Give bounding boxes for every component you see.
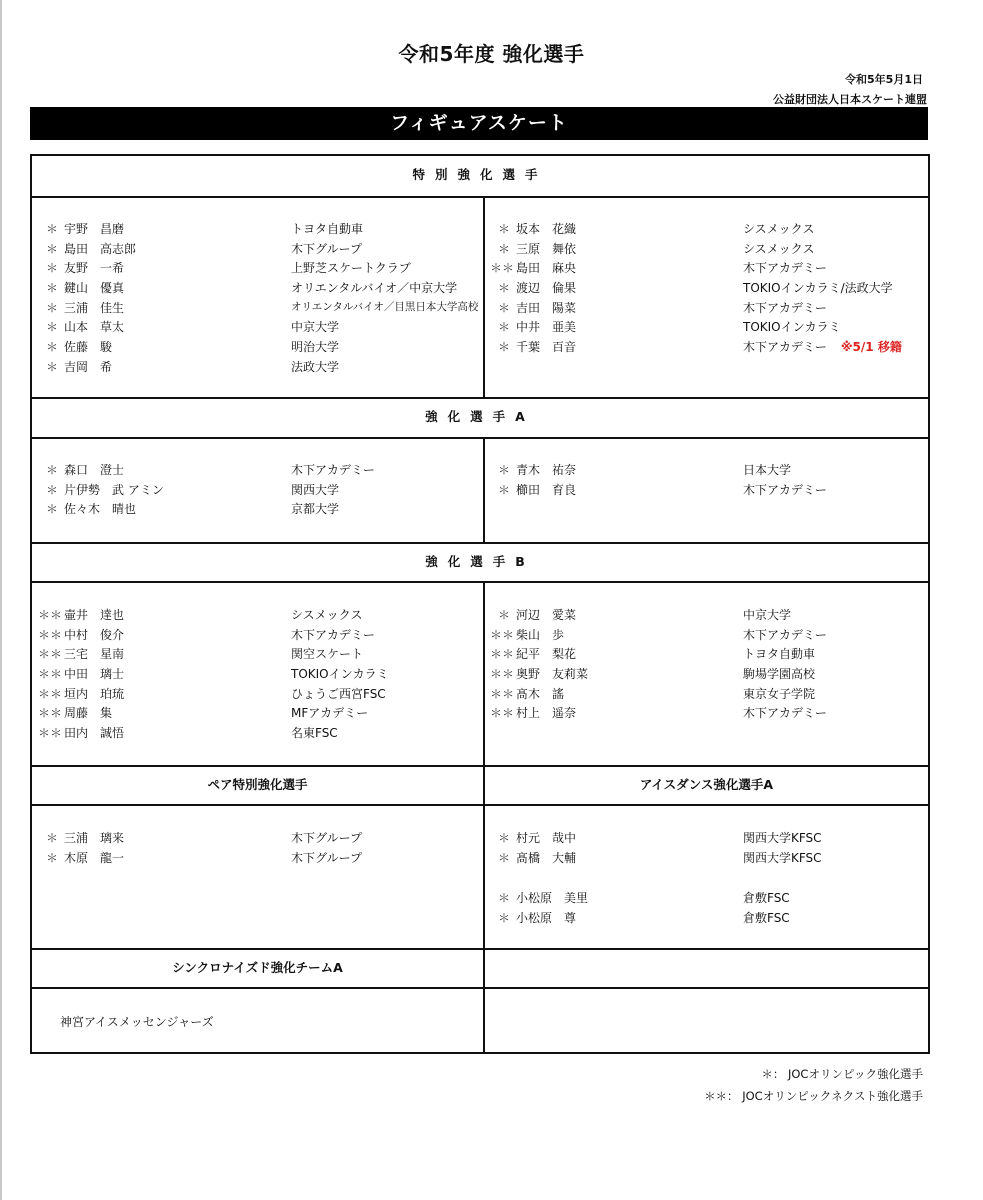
athlete-team: TOKIOインカラミ/法政大学	[743, 281, 893, 296]
list-item	[490, 849, 922, 869]
list-item	[490, 338, 922, 358]
designation-mark: ＊	[45, 300, 58, 315]
list-item	[38, 220, 478, 240]
designation-mark: ＊＊	[490, 667, 515, 682]
designation-mark: ＊＊	[38, 726, 63, 741]
list-item	[490, 626, 922, 646]
column-divider	[483, 437, 485, 542]
designation-mark: ＊	[45, 463, 58, 477]
divider	[32, 804, 928, 806]
athlete-name: 村上 遥奈	[516, 706, 577, 721]
section-title-synchro: シンクロナイズド強化チームA	[172, 960, 343, 975]
designation-mark: ＊＊	[38, 686, 63, 701]
athlete-team: 木下アカデミー	[291, 463, 375, 477]
list-item	[38, 338, 478, 358]
athlete-name: 森口 澄士	[64, 463, 125, 477]
list-item	[490, 606, 922, 626]
athlete-name: 田内 誠悟	[64, 726, 125, 741]
b-right-list	[490, 606, 922, 724]
athlete-name: 奥野 友莉菜	[516, 667, 589, 682]
athlete-name: 壷井 達也	[64, 608, 125, 622]
athlete-team: トヨタ自動車	[291, 222, 364, 236]
athlete-name: 千葉 百音	[516, 340, 577, 355]
designation-mark: ＊＊	[490, 627, 515, 642]
designation-mark: ＊	[497, 482, 510, 497]
athlete-name: 島田 麻央	[516, 261, 577, 276]
athlete-name: 坂本 花織	[516, 222, 577, 236]
athlete-name: 渡辺 倫果	[516, 281, 577, 296]
athlete-name: 片伊勢 武 アミン	[64, 482, 164, 497]
athlete-team: MFアカデミー	[291, 706, 369, 721]
athlete-name: 青木 祐奈	[516, 463, 577, 477]
synchro-team-name: 神宮アイスメッセンジャーズ	[60, 1015, 214, 1029]
athlete-team: 上野芝スケートクラブ	[291, 261, 411, 276]
athlete-name: 中井 亜美	[516, 320, 577, 335]
athlete-team: オリエンタルバイオ／中京大学	[291, 281, 458, 296]
athlete-name: 三浦 佳生	[64, 300, 125, 315]
athlete-team: 中京大学	[291, 320, 340, 335]
athlete-name: 吉田 陽菜	[516, 300, 577, 315]
page-edge	[0, 0, 2, 1200]
list-item	[38, 259, 478, 279]
athlete-team: 関空スケート	[291, 647, 364, 662]
designation-mark: ＊	[497, 340, 510, 355]
athlete-team: 倉敷FSC	[743, 891, 790, 905]
athlete-team: 木下アカデミー ※5/1 移籍	[743, 340, 902, 355]
designation-mark: ＊	[45, 831, 58, 845]
legend-double-star: ＊＊： JOCオリンピックネクスト強化選手	[704, 1089, 923, 1103]
athlete-name: 佐藤 駿	[64, 340, 113, 355]
athlete-team: 日本大学	[743, 463, 792, 477]
athlete-name: 垣内 珀琉	[64, 686, 125, 701]
section-title-special: 特別強化選手	[412, 167, 548, 182]
athlete-name: 三宅 星南	[64, 647, 125, 662]
list-item	[490, 318, 922, 338]
divider	[32, 581, 928, 583]
designation-mark: ＊＊	[490, 706, 515, 721]
athlete-name: 佐々木 晴也	[64, 502, 137, 517]
list-item	[490, 909, 922, 929]
designation-mark: ＊	[497, 281, 510, 296]
athlete-team: トヨタ自動車	[743, 647, 816, 662]
athlete-name: 鍵山 優真	[64, 281, 125, 296]
athlete-name: 木原 龍一	[64, 850, 125, 865]
list-item	[490, 645, 922, 665]
designation-mark: ＊	[497, 241, 510, 256]
document-organization: 公益財団法人日本スケート連盟	[773, 93, 927, 106]
designation-mark: ＊	[45, 482, 58, 497]
list-item	[490, 279, 922, 299]
athlete-team: 京都大学	[291, 502, 340, 517]
athlete-name: 櫛田 育良	[516, 482, 577, 497]
athlete-team: 木下グループ	[291, 831, 363, 845]
athlete-team: 駒場学園高校	[743, 667, 816, 682]
athlete-team: 関西大学KFSC	[743, 850, 822, 865]
list-item	[490, 665, 922, 685]
designation-mark: ＊＊	[490, 686, 515, 701]
athlete-name: 三原 舞依	[516, 241, 577, 256]
list-item	[38, 665, 478, 685]
column-divider	[483, 196, 485, 397]
list-item	[38, 500, 478, 520]
designation-mark: ＊	[497, 891, 510, 905]
athlete-team: 中京大学	[743, 608, 792, 622]
list-item	[38, 279, 478, 299]
pair-list	[38, 829, 478, 868]
athlete-team: ひょうご西宮FSC	[291, 686, 386, 701]
athlete-name: 友野 一希	[64, 261, 125, 276]
list-item	[490, 299, 922, 319]
list-item	[490, 704, 922, 724]
list-item	[38, 318, 478, 338]
list-item	[490, 829, 922, 849]
athlete-name: 小松原 美里	[516, 891, 589, 905]
athlete-team: TOKIOインカラミ	[291, 667, 389, 682]
list-item	[490, 889, 922, 909]
designation-mark: ＊	[497, 910, 510, 925]
athlete-name: 三浦 璃来	[64, 831, 125, 845]
section-title-dance: アイスダンス強化選手A	[639, 777, 774, 792]
designation-mark: ＊	[45, 850, 58, 865]
list-item	[38, 461, 478, 481]
designation-mark: ＊＊	[38, 706, 63, 721]
list-item	[490, 481, 922, 501]
designation-mark: ＊	[497, 222, 510, 236]
designation-mark: ＊	[45, 320, 58, 335]
athlete-name: 髙橋 大輔	[516, 850, 577, 865]
athlete-team: シスメックス	[743, 241, 815, 256]
transfer-note: ※5/1 移籍	[840, 340, 902, 355]
athlete-name: 中田 璃士	[64, 667, 125, 682]
athlete-team: 木下アカデミー	[743, 261, 827, 276]
athlete-team: 関西大学KFSC	[743, 831, 822, 845]
list-item	[38, 724, 478, 744]
athlete-name: 宇野 昌磨	[64, 222, 125, 236]
athlete-name: 吉岡 希	[64, 359, 113, 374]
athlete-team: 明治大学	[291, 340, 340, 355]
list-item	[490, 461, 922, 481]
athlete-name: 小松原 尊	[516, 910, 577, 925]
designation-mark: ＊＊	[38, 608, 63, 622]
list-item	[490, 259, 922, 279]
designation-mark: ＊	[45, 241, 58, 256]
section-title-a: 強化選手A	[425, 409, 535, 424]
list-item	[38, 685, 478, 705]
list-item	[38, 704, 478, 724]
athlete-team: シスメックス	[743, 222, 815, 236]
a-right-list	[490, 461, 922, 500]
designation-mark: ＊	[497, 300, 510, 315]
athlete-team: 木下アカデミー	[743, 627, 827, 642]
list-item	[38, 481, 478, 501]
divider	[32, 437, 928, 439]
athlete-team: 東京女子学院	[743, 686, 816, 701]
list-item	[38, 849, 478, 869]
list-item	[38, 645, 478, 665]
section-title-b: 強化選手B	[425, 554, 535, 569]
column-divider	[483, 581, 485, 1052]
designation-mark: ＊＊	[38, 667, 63, 682]
list-item	[490, 240, 922, 260]
document-title: 令和5年度 強化選手	[398, 42, 585, 66]
section-title-pair: ペア特別強化選手	[207, 777, 308, 792]
athlete-team: 倉敷FSC	[743, 910, 790, 925]
list-item	[490, 220, 922, 240]
designation-mark: ＊	[497, 320, 510, 335]
list-item	[38, 240, 478, 260]
b-left-list	[38, 606, 478, 744]
designation-mark: ＊	[45, 261, 58, 276]
designation-mark: ＊	[45, 502, 58, 517]
document-date: 令和5年5月1日	[845, 73, 923, 86]
designation-mark: ＊	[45, 359, 58, 374]
athlete-name: 周藤 集	[64, 706, 113, 721]
athlete-team: 木下アカデミー	[291, 627, 375, 642]
athlete-team: 木下グループ	[291, 241, 363, 256]
designation-mark: ＊＊	[490, 261, 515, 276]
special-right-list	[490, 220, 922, 358]
dance-list	[490, 829, 922, 868]
divider	[32, 196, 928, 198]
dance-list-2	[490, 889, 922, 928]
a-left-list	[38, 461, 478, 520]
athlete-team: 木下アカデミー	[743, 482, 827, 497]
list-item	[38, 829, 478, 849]
list-item	[38, 606, 478, 626]
list-item	[38, 299, 478, 319]
designation-mark: ＊	[45, 340, 58, 355]
discipline-banner: フィギュアスケート	[30, 107, 928, 140]
designation-mark: ＊	[497, 463, 510, 477]
athlete-name: 村元 哉中	[516, 831, 577, 845]
athlete-name: 河辺 愛菜	[516, 608, 577, 622]
athlete-name: 紀平 梨花	[516, 647, 577, 662]
list-item	[38, 358, 478, 378]
athlete-table	[30, 154, 930, 1054]
list-item	[38, 626, 478, 646]
athlete-team: シスメックス	[291, 608, 363, 622]
designation-mark: ＊＊	[38, 647, 63, 662]
athlete-team: 法政大学	[291, 359, 340, 374]
athlete-team: 関西大学	[291, 482, 340, 497]
designation-mark: ＊＊	[490, 647, 515, 662]
athlete-name: 山本 草太	[64, 320, 125, 335]
athlete-name: 髙木 謠	[516, 686, 565, 701]
special-left-list	[38, 220, 478, 378]
designation-mark: ＊	[45, 281, 58, 296]
athlete-name: 島田 高志郎	[64, 241, 137, 256]
athlete-team: オリエンタルバイオ／目黒日本大学高校	[291, 300, 479, 313]
designation-mark: ＊	[45, 222, 58, 236]
athlete-team: 木下アカデミー	[743, 706, 827, 721]
divider	[32, 987, 928, 989]
designation-mark: ＊	[497, 831, 510, 845]
athlete-team: 木下グループ	[291, 850, 363, 865]
athlete-name: 柴山 歩	[516, 627, 565, 642]
legend-single-star: ＊： JOCオリンピック強化選手	[761, 1067, 923, 1081]
athlete-team: 木下アカデミー	[743, 300, 827, 315]
athlete-team: TOKIOインカラミ	[743, 320, 841, 335]
designation-mark: ＊	[497, 608, 510, 622]
designation-mark: ＊＊	[38, 627, 63, 642]
list-item	[490, 685, 922, 705]
designation-mark: ＊	[497, 850, 510, 865]
athlete-team: 名東FSC	[291, 726, 338, 741]
athlete-name: 中村 俊介	[64, 627, 125, 642]
